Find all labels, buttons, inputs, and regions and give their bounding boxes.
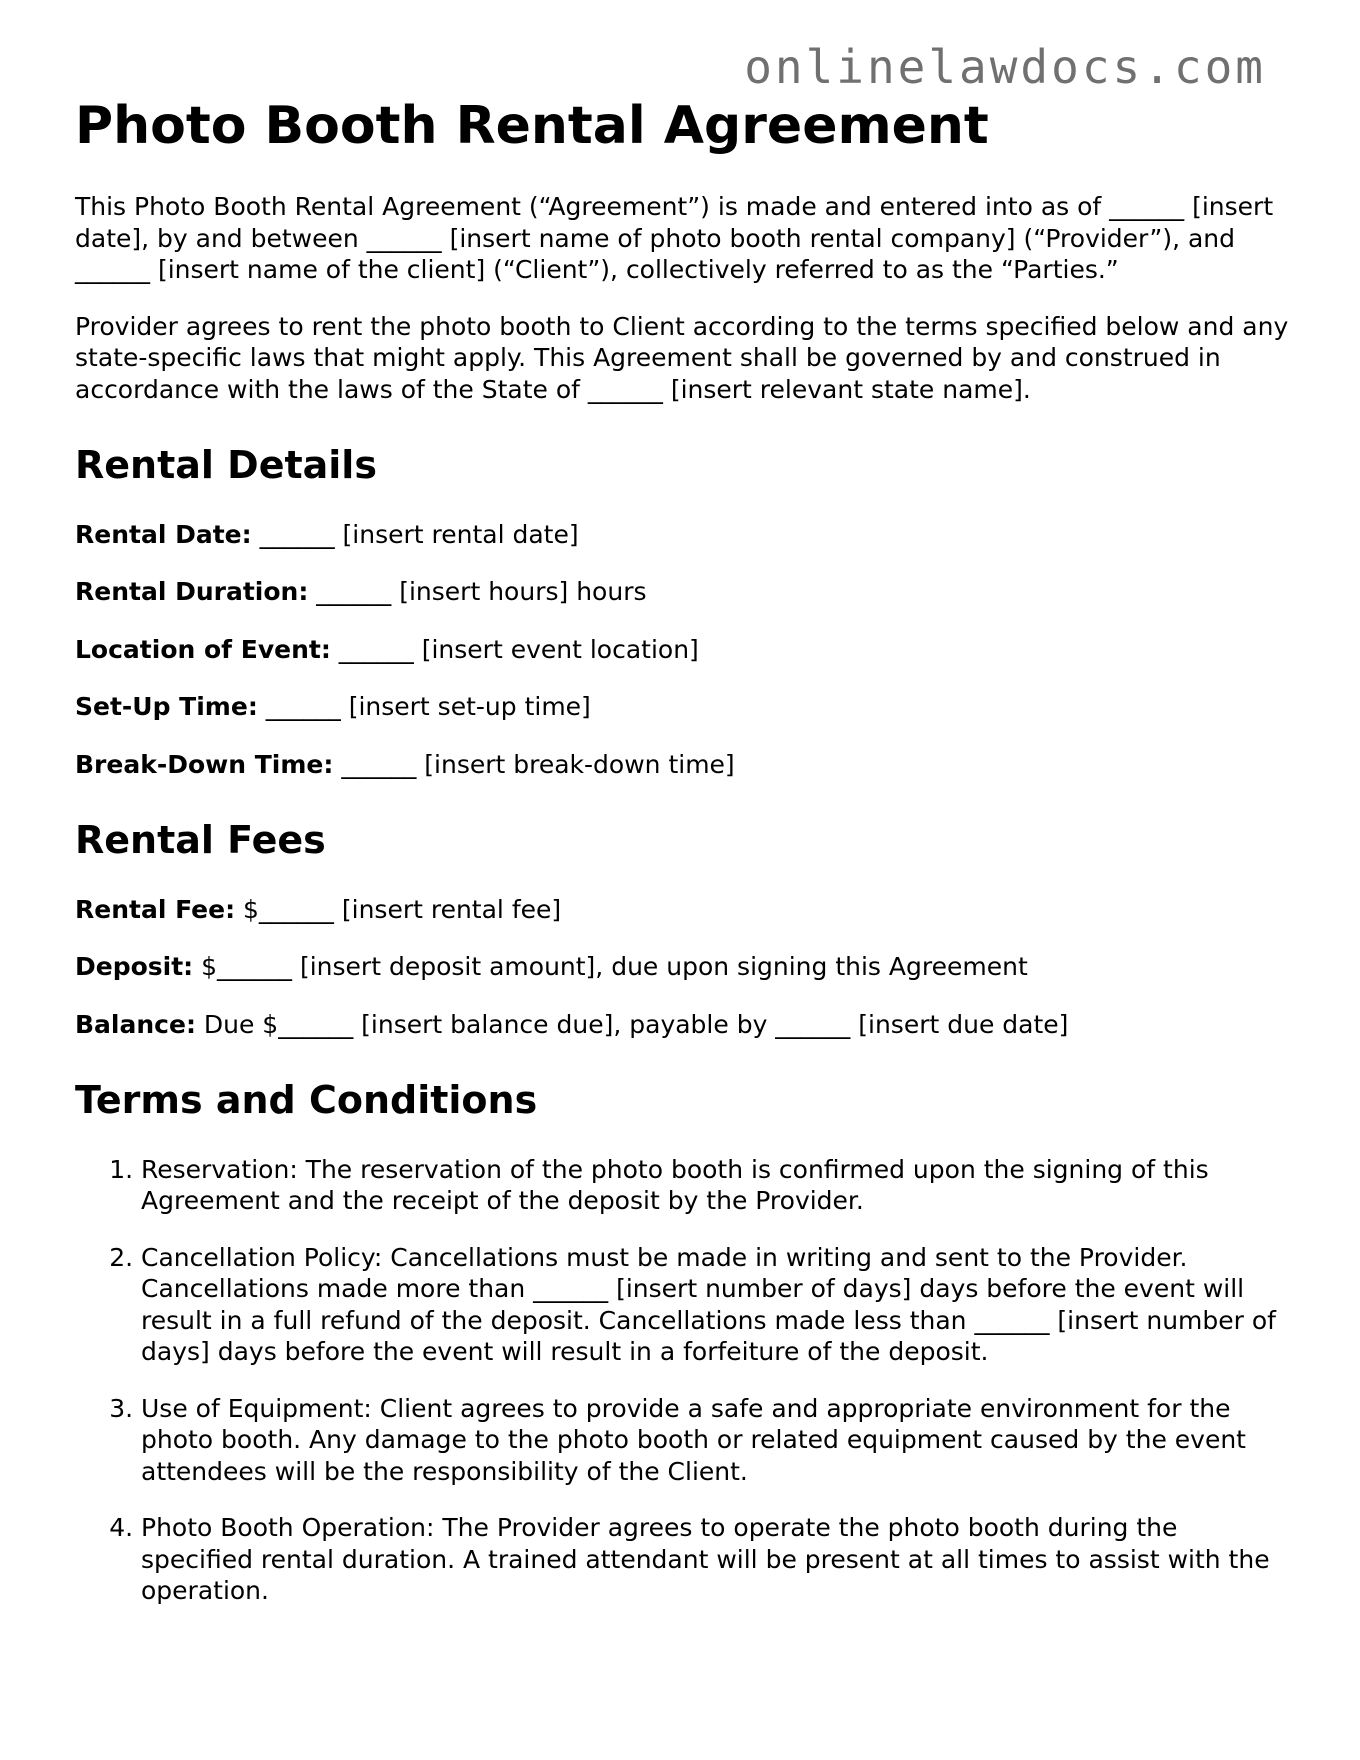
field-value: ______ [insert hours] hours — [308, 577, 647, 607]
field-label: Break-Down Time: — [75, 749, 334, 779]
document-page — [75, 98, 1290, 1632]
rental-fees-heading: Rental Fees — [75, 818, 326, 863]
field-label: Rental Date: — [75, 519, 252, 549]
setup-time-field — [75, 691, 1290, 723]
balance-field — [75, 1009, 1290, 1041]
event-location-field — [75, 634, 1290, 666]
field-value: ______ [insert event location] — [330, 634, 699, 664]
document-title: Photo Booth Rental Agreement — [75, 96, 989, 156]
terms-list — [75, 1154, 1290, 1607]
term-reservation: 1. Reservation: The reservation of the photo booth is confirmed upon the signing of this Agreement and the receipt of the deposit by the Provider. — [141, 1154, 1290, 1217]
rental-details-heading: Rental Details — [75, 443, 377, 488]
field-value: $______ [insert deposit amount], due upon signing this Agreement — [193, 952, 1028, 982]
field-label: Deposit: — [75, 952, 194, 982]
term-photo-booth-operation: 4. Photo Booth Operation: The Provider agrees to operate the photo booth during the specified rental duration. A trained attendant will be present at all times to assist with the operation. — [141, 1512, 1290, 1607]
field-label: Set-Up Time: — [75, 692, 258, 722]
field-label: Location of Event: — [75, 634, 331, 664]
field-label: Rental Duration: — [75, 577, 309, 607]
field-value: ______ [insert rental date] — [251, 519, 579, 549]
field-value: ______ [insert break-down time] — [333, 749, 735, 779]
rental-duration-field — [75, 576, 1290, 608]
field-value: Due $______ [insert balance due], payable by ______ [insert due date] — [195, 1009, 1069, 1039]
breakdown-time-field — [75, 749, 1290, 781]
site-watermark: onlinelawdocs.com — [744, 40, 1266, 94]
deposit-field — [75, 951, 1290, 983]
terms-heading: Terms and Conditions — [75, 1078, 538, 1123]
term-use-of-equipment: 3. Use of Equipment: Client agrees to provide a safe and appropriate environment for the photo booth. Any damage to the photo booth or related equipment caused by the event attendees will be the responsibility of the Client. — [141, 1393, 1290, 1488]
intro-paragraph: This Photo Booth Rental Agreement (“Agreement”) is made and entered into as of ______ [insert date], by and between ______ [insert name of photo booth rental company] (“Provider”), and ______ [insert name of the client] (“Client”), collectively referred to as the “Parties.” — [75, 192, 1274, 285]
rental-fee-field — [75, 894, 1290, 926]
field-value: ______ [insert set-up time] — [257, 692, 591, 722]
field-label: Rental Fee: — [75, 894, 236, 924]
field-label: Balance: — [75, 1009, 196, 1039]
term-cancellation-policy: 2. Cancellation Policy: Cancellations must be made in writing and sent to the Provider. Cancellations made more than ______ [insert number of days] days before the event will result in a full refund of the deposit. Cancellations made less than ______ [insert number of days] days before the event will result in a forfeiture of the deposit. — [141, 1242, 1290, 1368]
governing-law-paragraph: Provider agrees to rent the photo booth to Client according to the terms specified below and any state-specific laws that might apply. This Agreement shall be governed by and construed in accordance with the laws of the State of ______ [insert relevant state name]. — [75, 311, 1289, 404]
field-value: $______ [insert rental fee] — [235, 894, 562, 924]
rental-date-field — [75, 519, 1290, 551]
